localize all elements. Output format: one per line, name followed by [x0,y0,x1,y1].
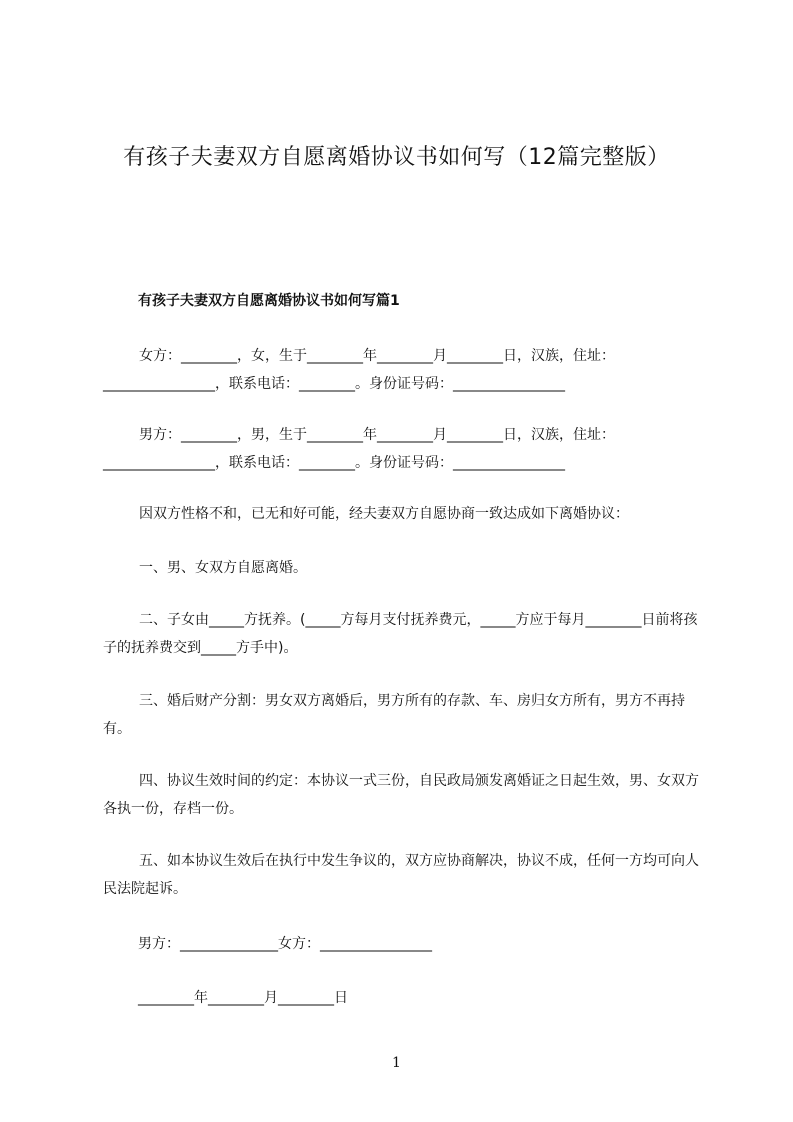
agreement-preamble: 因双方性格不和，已无和好可能，经夫妻双方自愿协商一致达成如下离婚协议： [139,506,629,522]
section-heading: 有孩子夫妻双方自愿离婚协议书如何写篇1 [138,293,400,309]
clause-1: 一、男、女双方自愿离婚。 [139,560,307,576]
party-male-info: 男方：________，男，生于________年________月________日，汉族，住址：________________，联系电话：________。身份证号码：________________ [103,427,615,471]
clause-3: 三、婚后财产分割：男女双方离婚后，男方所有的存款、车、房归女方所有，男方不再持有。 [103,693,685,737]
document-title: 有孩子夫妻双方自愿离婚协议书如何写（12篇完整版） [123,145,670,170]
signature-line: 男方：______________女方：________________ [138,936,432,952]
party-female-info: 女方：________，女，生于________年________月________日，汉族，住址：________________，联系电话：________。身份证号码：________________ [103,348,615,392]
page-number: 1 [392,1055,401,1071]
clause-4: 四、协议生效时间的约定：本协议一式三份，自民政局颁发离婚证之日起生效，男、女双方各执一份，存档一份。 [103,773,699,817]
clause-2: 二、子女由_____方抚养。(_____方每月支付抚养费元，_____方应于每月________日前将孩子的抚养费交到_____方手中)。 [103,612,698,656]
date-line: ________年________月________日 [138,990,348,1006]
clause-5: 五、如本协议生效后在执行中发生争议的，双方应协商解决，协议不成，任何一方均可向人民法院起诉。 [103,853,699,897]
